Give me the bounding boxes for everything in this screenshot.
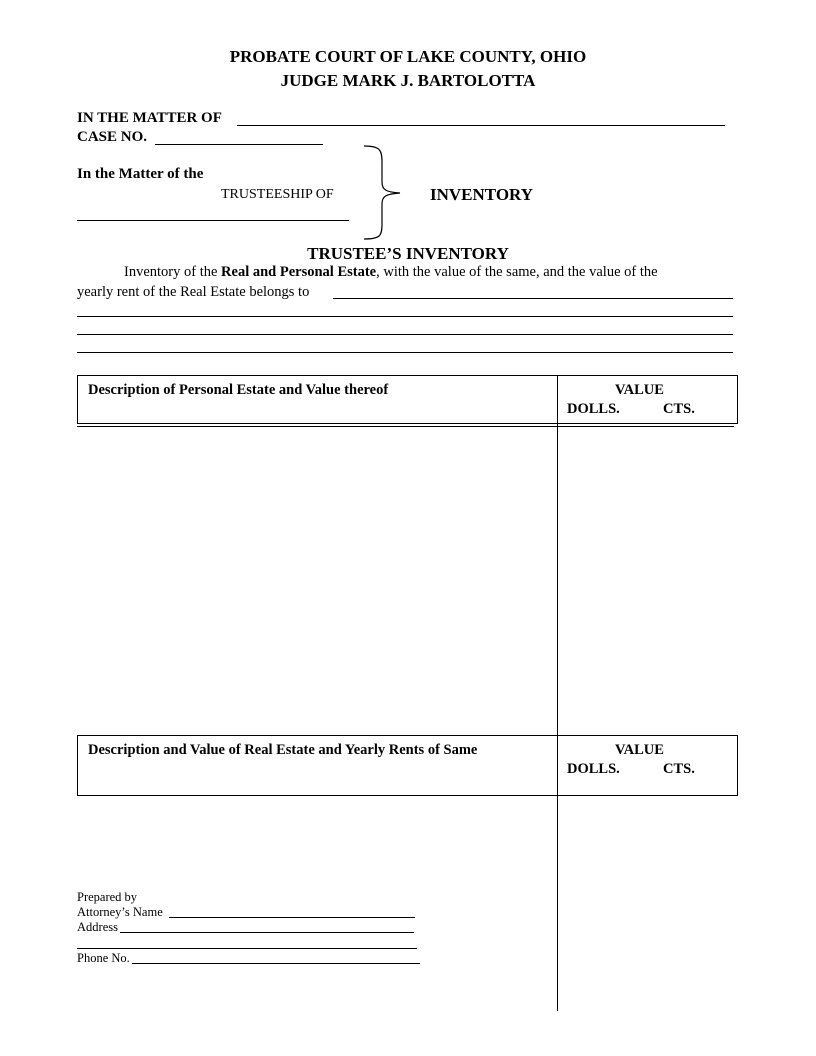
- real-description-header: Description and Value of Real Estate and Yearly Rents of Same: [88, 742, 478, 758]
- trusteeship-of-label: TRUSTEESHIP OF: [221, 187, 334, 202]
- matter-of-label: IN THE MATTER OF: [77, 110, 222, 126]
- matter-of-field[interactable]: [237, 125, 725, 126]
- inventory-label: INVENTORY: [430, 185, 533, 204]
- intro-text-2: , with the value of the same, and the value of the: [376, 264, 658, 280]
- intro-line-2: yearly rent of the Real Estate belongs to: [77, 284, 310, 300]
- real-estate-description-area[interactable]: [78, 798, 556, 883]
- belongs-to-field[interactable]: [333, 298, 733, 299]
- real-dolls-header: DOLLS.: [567, 761, 620, 777]
- intro-bold-text: Real and Personal Estate: [221, 264, 377, 280]
- case-no-label: CASE NO.: [77, 129, 148, 145]
- personal-dolls-header: DOLLS.: [567, 401, 620, 417]
- personal-value-header: VALUE: [615, 382, 664, 398]
- address-label: Address: [77, 920, 118, 934]
- court-title: PROBATE COURT OF LAKE COUNTY, OHIO: [229, 47, 587, 66]
- phone-field[interactable]: [132, 963, 420, 964]
- address-line-2-field[interactable]: [77, 948, 417, 949]
- case-no-field[interactable]: [155, 144, 323, 145]
- real-cts-header: CTS.: [663, 761, 695, 777]
- intro-text-1: Inventory of the: [124, 264, 222, 280]
- in-matter-of-the-label: In the Matter of the: [77, 166, 204, 182]
- real-value-header: VALUE: [615, 742, 664, 758]
- personal-estate-description-area[interactable]: [78, 428, 556, 734]
- judge-title: JUDGE MARK J. BARTOLOTTA: [280, 71, 536, 90]
- belongs-to-line-3[interactable]: [77, 334, 733, 335]
- real-estate-value-area[interactable]: [558, 798, 736, 1008]
- personal-estate-value-area[interactable]: [558, 428, 736, 734]
- personal-description-header: Description of Personal Estate and Value thereof: [88, 382, 389, 398]
- brace-icon: [360, 142, 406, 242]
- belongs-to-line-2[interactable]: [77, 316, 733, 317]
- intro-line-1: [124, 264, 658, 281]
- phone-label: Phone No.: [77, 951, 130, 965]
- trustees-inventory-title: TRUSTEE’S INVENTORY: [307, 244, 509, 263]
- attorney-name-field[interactable]: [169, 917, 415, 918]
- real-value-column-divider: [557, 735, 558, 796]
- attorney-name-label: Attorney’s Name: [77, 905, 163, 919]
- prepared-by-label: Prepared by: [77, 890, 138, 904]
- belongs-to-line-4[interactable]: [77, 352, 733, 353]
- personal-cts-header: CTS.: [663, 401, 695, 417]
- address-field[interactable]: [120, 932, 414, 933]
- trusteeship-name-field[interactable]: [77, 220, 349, 221]
- personal-header-double-rule: [77, 426, 734, 427]
